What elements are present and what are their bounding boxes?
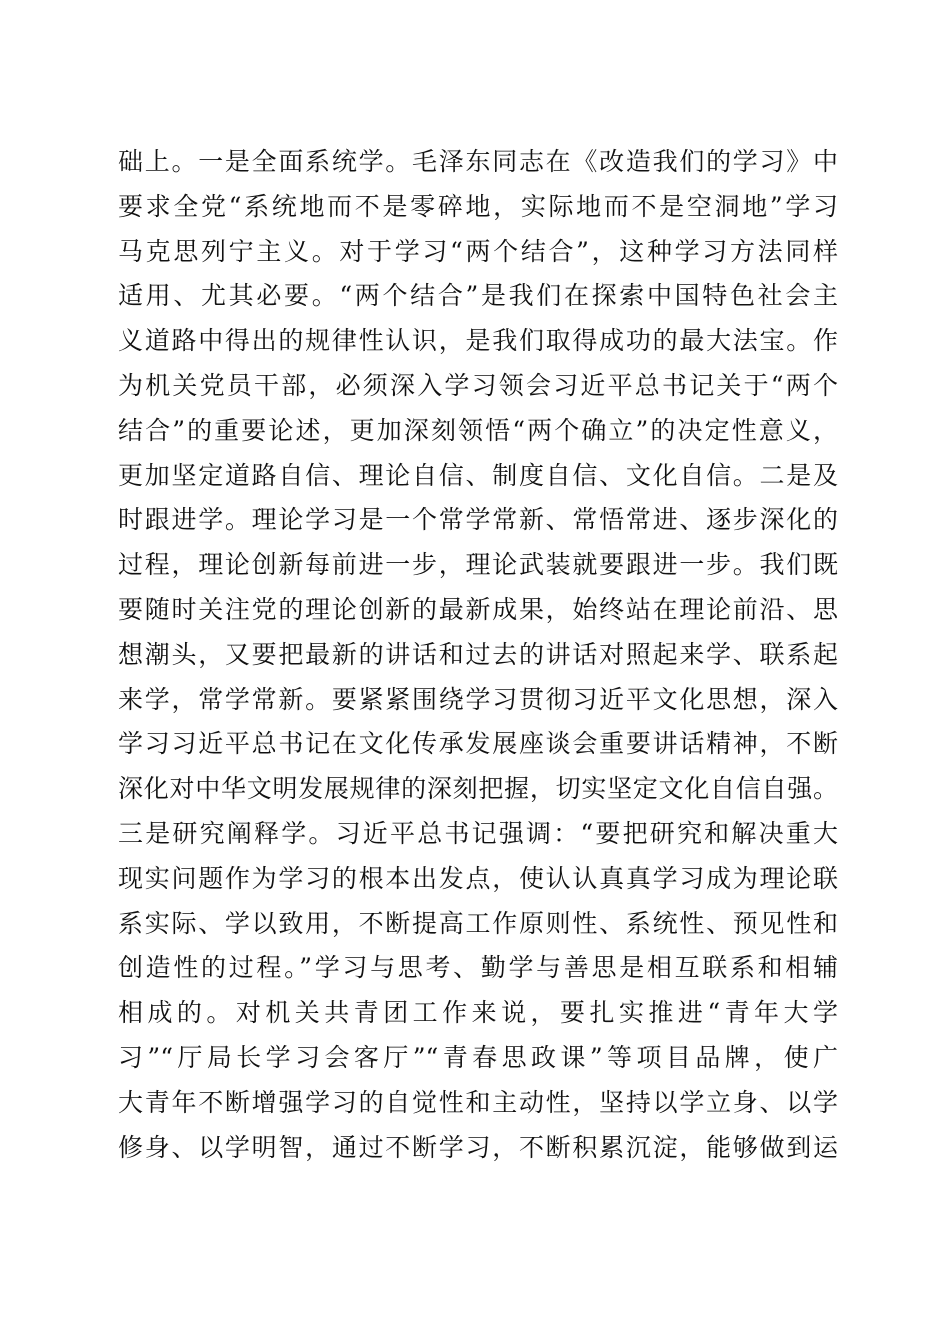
text-line: 适用、尤其必要。“两个结合”是我们在探索中国特色社会主 bbox=[118, 281, 838, 311]
text-line: 三是研究阐释学。习近平总书记强调：“要把研究和解决重大 bbox=[118, 818, 838, 848]
text-line: 现实问题作为学习的根本出发点，使认认真真学习成为理论联 bbox=[118, 863, 838, 893]
text-line: 创造性的过程。”学习与思考、勤学与善思是相互联系和相辅 bbox=[118, 953, 838, 983]
text-line: 础上。一是全面系统学。毛泽东同志在《改造我们的学习》中 bbox=[118, 147, 838, 176]
text-line: 要求全党“系统地而不是零碎地，实际地而不是空洞地”学习 bbox=[118, 191, 838, 221]
text-line: 相成的。对机关共青团工作来说，要扎实推进“青年大学 bbox=[118, 998, 838, 1028]
text-line: 义道路中得出的规律性认识，是我们取得成功的最大法宝。作 bbox=[118, 326, 838, 356]
text-line: 更加坚定道路自信、理论自信、制度自信、文化自信。二是及 bbox=[118, 460, 838, 490]
text-line: 大青年不断增强学习的自觉性和主动性，坚持以学立身、以学 bbox=[118, 1087, 838, 1117]
text-line: 过程，理论创新每前进一步，理论武装就要跟进一步。我们既 bbox=[118, 550, 838, 580]
text-line: 时跟进学。理论学习是一个常学常新、常悟常进、逐步深化的 bbox=[118, 505, 838, 535]
text-line: 要随时关注党的理论创新的最新成果，始终站在理论前沿、思 bbox=[118, 594, 838, 624]
text-line: 学习习近平总书记在文化传承发展座谈会重要讲话精神，不断 bbox=[118, 729, 838, 759]
text-line: 系实际、学以致用，不断提高工作原则性、系统性、预见性和 bbox=[118, 908, 838, 938]
text-line: 想潮头，又要把最新的讲话和过去的讲话对照起来学、联系起 bbox=[118, 639, 838, 669]
text-line: 来学，常学常新。要紧紧围绕学习贯彻习近平文化思想，深入 bbox=[118, 684, 838, 714]
text-line: 修身、以学明智，通过不断学习，不断积累沉淀，能够做到运 bbox=[118, 1132, 838, 1162]
text-line: 为机关党员干部，必须深入学习领会习近平总书记关于“两个 bbox=[118, 370, 838, 400]
text-line: 深化对中华文明发展规律的深刻把握，切实坚定文化自信自强。 bbox=[118, 774, 838, 804]
text-line: 马克思列宁主义。对于学习“两个结合”，这种学习方法同样 bbox=[118, 236, 838, 266]
body-paragraph bbox=[118, 140, 838, 1170]
text-line: 结合”的重要论述，更加深刻领悟“两个确立”的决定性意义， bbox=[118, 415, 838, 445]
text-line: 习”“厅局长学习会客厅”“青春思政课”等项目品牌，使广 bbox=[118, 1042, 838, 1072]
